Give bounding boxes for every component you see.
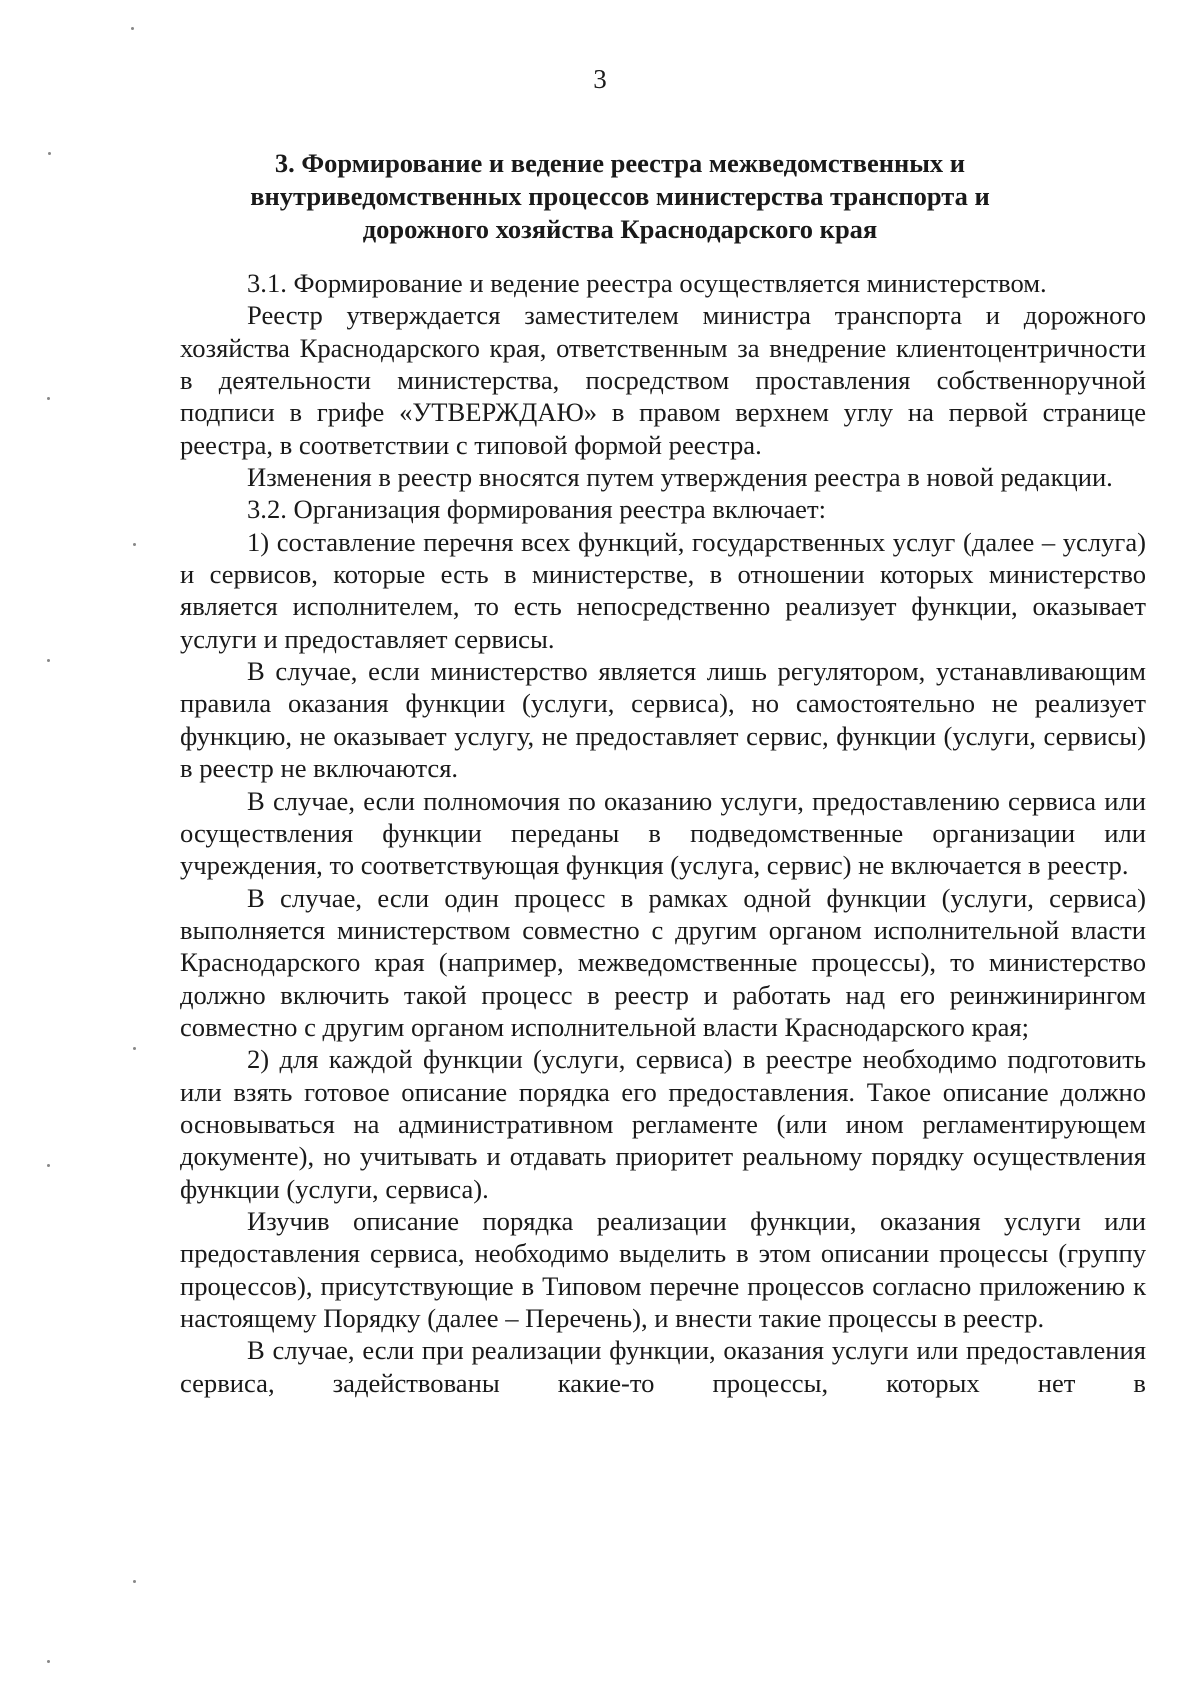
paragraph: 3.2. Организация формирования реестра включает: — [247, 494, 826, 525]
page-number: 3 — [593, 64, 607, 94]
paragraph: В случае, если полномочия по оказанию услуги, предоставлению сервиса или осуществления функции переданы в подведомственные организации или учреждения, то соответствующая функция (услуга, сервис) не включается в реестр. — [180, 785, 1146, 881]
scan-speck — [47, 1660, 50, 1663]
scan-speck — [47, 397, 50, 400]
heading-line: 3. Формирование и ведение реестра межведомственных и — [274, 148, 966, 178]
heading-line: внутриведомственных процессов министерства транспорта и — [250, 181, 990, 211]
paragraph: В случае, если один процесс в рамках одной функции (услуги, сервиса) выполняется министерством совместно с другим органом исполнительной власти Краснодарского края (например, межведомственные процессы), то министерство должно включить такой процесс в реестр и работать над его реинжинирингом совместно с другим органом исполнительной власти Краснодарского края; — [180, 882, 1146, 1042]
section-heading — [180, 147, 1060, 246]
scan-speck — [133, 1047, 136, 1050]
paragraph: В случае, если при реализации функции, оказания услуги или предоставления сервиса, задействованы какие-то процессы, которых нет в — [180, 1335, 1146, 1398]
body-text — [180, 267, 1146, 1399]
paragraph: 1) составление перечня всех функций, государственных услуг (далее – услуга) и сервисов, которые есть в министерстве, в отношении которых министерство является исполнителем, то есть непосредственно реализует функции, оказывает услуги и предоставляет сервисы. — [180, 526, 1146, 654]
paragraph: В случае, если министерство является лишь регулятором, устанавливающим правила оказания функции (услуги, сервиса), но самостоятельно не реализует функцию, не оказывает услугу, не предоставляет сервис, функции (услуги, сервисы) в реестр не включаются. — [180, 656, 1146, 784]
scan-speck — [47, 659, 50, 662]
paragraph: Реестр утверждается заместителем министра транспорта и дорожного хозяйства Краснодарского края, ответственным за внедрение клиентоцентричности в деятельности министерства, посредством проставления собственноручной подписи в грифе «УТВЕРЖДАЮ» в правом верхнем углу на первой странице реестра, в соответствии с типовой формой реестра. — [180, 300, 1146, 460]
scan-speck — [133, 1580, 136, 1583]
paragraph: 3.1. Формирование и ведение реестра осуществляется министерством. — [247, 268, 1047, 298]
scan-speck — [133, 543, 136, 546]
paragraph: 2) для каждой функции (услуги, сервиса) в реестре необходимо подготовить или взять готовое описание порядка его предоставления. Такое описание должно основываться на административном регламенте (или ином регламентирующем документе), но учитывать и отдавать приоритет реальному порядку осуществления функции (услуги, сервиса). — [180, 1044, 1146, 1204]
scan-speck — [131, 27, 134, 30]
heading-line: дорожного хозяйства Краснодарского края — [362, 214, 878, 244]
paragraph: Изменения в реестр вносятся путем утверждения реестра в новой редакции. — [247, 462, 1113, 493]
paragraph: Изучив описание порядка реализации функции, оказания услуги или предоставления сервиса, необходимо выделить в этом описании процессы (группу процессов), присутствующие в Типовом перечне процессов согласно приложению к настоящему Порядку (далее – Перечень), и внести такие процессы в реестр. — [180, 1205, 1146, 1333]
scan-speck — [47, 1164, 50, 1167]
scan-speck — [48, 152, 51, 155]
